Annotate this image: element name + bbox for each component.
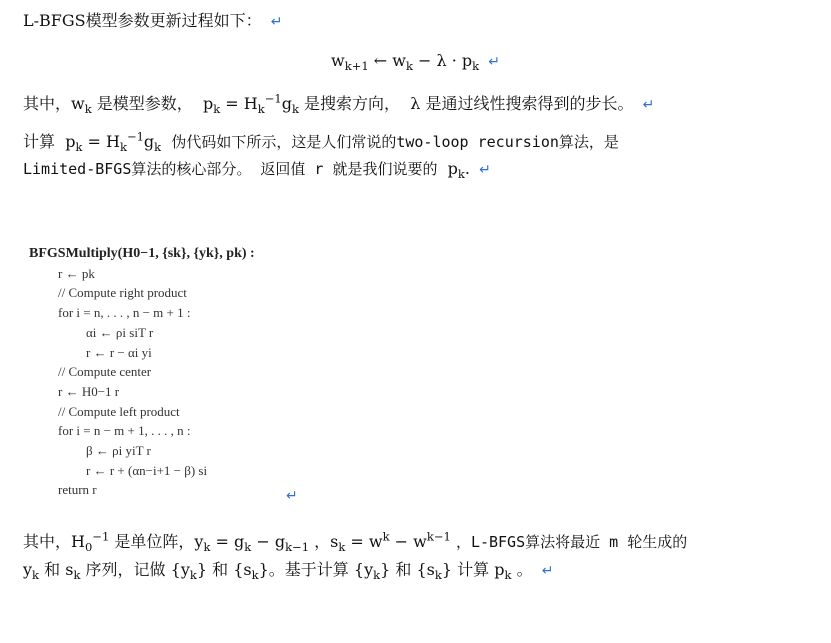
para3-recent-rounds: ，L-BFGS算法将最近 m 轮生成的 <box>455 533 688 551</box>
formula-pk-final: $p_k$ <box>494 560 512 583</box>
para3-compute: 计算 <box>457 560 490 579</box>
algorithm-comment: // Compute right product <box>58 285 187 300</box>
algorithm-line: r ← r + (αn−i+1 − β) si <box>86 463 208 478</box>
formula-sk-set-2: $\{s_k\}$ <box>416 560 453 583</box>
formula-sk-seq: $s_k$ <box>65 560 81 583</box>
para1-model-params: 是模型参数， <box>96 94 193 113</box>
algorithm-line: αi ← ρi siT r <box>86 325 154 340</box>
paragraph-2-line-1 <box>23 131 619 153</box>
formula-yk: $y_k = g_k - g_{k-1}$ <box>194 532 310 555</box>
formula-wk: $w_k$ <box>71 94 92 117</box>
para1-prefix: 其中， <box>23 94 72 113</box>
para3-based-on: 。基于计算 <box>268 560 349 579</box>
algorithm-comment: // Compute center <box>58 364 152 379</box>
formula-sk-set: $\{s_k\}$ <box>233 560 269 583</box>
return-icon: ↵ <box>541 563 554 579</box>
return-icon: ↵ <box>488 54 500 70</box>
algorithm-return: return r <box>58 482 97 497</box>
heading-line <box>23 10 282 33</box>
para1-search-direction: 是搜索方向， <box>304 94 401 113</box>
formula-pk-return: $p_k$. <box>447 159 470 182</box>
formula-yk-set-2: $\{y_k\}$ <box>353 560 391 583</box>
algorithm-line: β ← ρi yiT r <box>86 443 151 458</box>
paragraph-1 <box>23 93 654 116</box>
para3-and-2: 和 <box>212 560 229 579</box>
para1-step-size: 是通过线性搜索得到的步长。 <box>425 94 634 113</box>
return-icon: ↵ <box>642 97 655 113</box>
paragraph-3-line-2 <box>23 559 553 582</box>
formula-sk: $s_k = w^k - w^{k-1}$ <box>330 529 451 555</box>
algorithm-title: BFGSMultiply(H0−1, {sk}, {yk}, pk) : <box>29 246 255 261</box>
paragraph-2-line-2 <box>23 158 491 181</box>
para3-sequence: 序列，记做 <box>85 560 166 579</box>
return-icon: ↵ <box>286 488 298 504</box>
para3-prefix: 其中， <box>23 532 72 551</box>
formula-lambda: λ <box>410 94 421 113</box>
algorithm-line: r ← pk <box>58 266 95 281</box>
para3-and-1: 和 <box>44 560 61 579</box>
para2-compute: 计算 <box>23 132 56 151</box>
algorithm-loop: for i = n − m + 1, . . . , n : <box>58 423 191 438</box>
formula-yk-set: $\{y_k\}$ <box>170 560 208 583</box>
formula-pk-compute: $p_k = H_k^{-1}g_k$ <box>65 129 162 155</box>
para2-description: 伪代码如下所示，这是人们常说的two-loop recursion算法，是 <box>171 133 619 151</box>
para3-and-3: 和 <box>395 560 412 579</box>
algorithm-line: r ← r − αi yi <box>86 345 152 360</box>
paragraph-3-line-1: 其中，$H_0^{-1}$ 是单位阵，$y_k = g_k - g_{k-1}$ ，$s_k = w^k - w^{k-1}$ ，L-BFGS算法将最近 m 轮生成的 <box>23 529 688 555</box>
algorithm-line: r ← H0−1 r <box>58 384 120 399</box>
formula-yk-seq: $y_k$ <box>23 560 40 583</box>
para2-core-part: Limited-BFGS算法的核心部分。 返回值 r 就是我们说要的 <box>23 160 438 178</box>
formula-h0: $H_0^{-1}$ <box>71 529 110 555</box>
algorithm-loop: for i = n, . . . , n − m + 1 : <box>58 305 191 320</box>
return-icon: ↵ <box>270 14 283 30</box>
formula-text: $w_{k+1}$ ← $w_k - \lambda \cdot p_k$ <box>331 51 480 74</box>
heading-text: L-BFGS模型参数更新过程如下： <box>23 11 262 30</box>
update-formula <box>0 50 831 73</box>
formula-pk: $p_k = H_k^{-1}g_k$ <box>202 91 299 117</box>
para3-identity: 是单位阵， <box>114 532 195 551</box>
algorithm-comment: // Compute left product <box>58 404 180 419</box>
para3-end: 。 <box>516 560 533 579</box>
return-icon: ↵ <box>479 162 491 178</box>
